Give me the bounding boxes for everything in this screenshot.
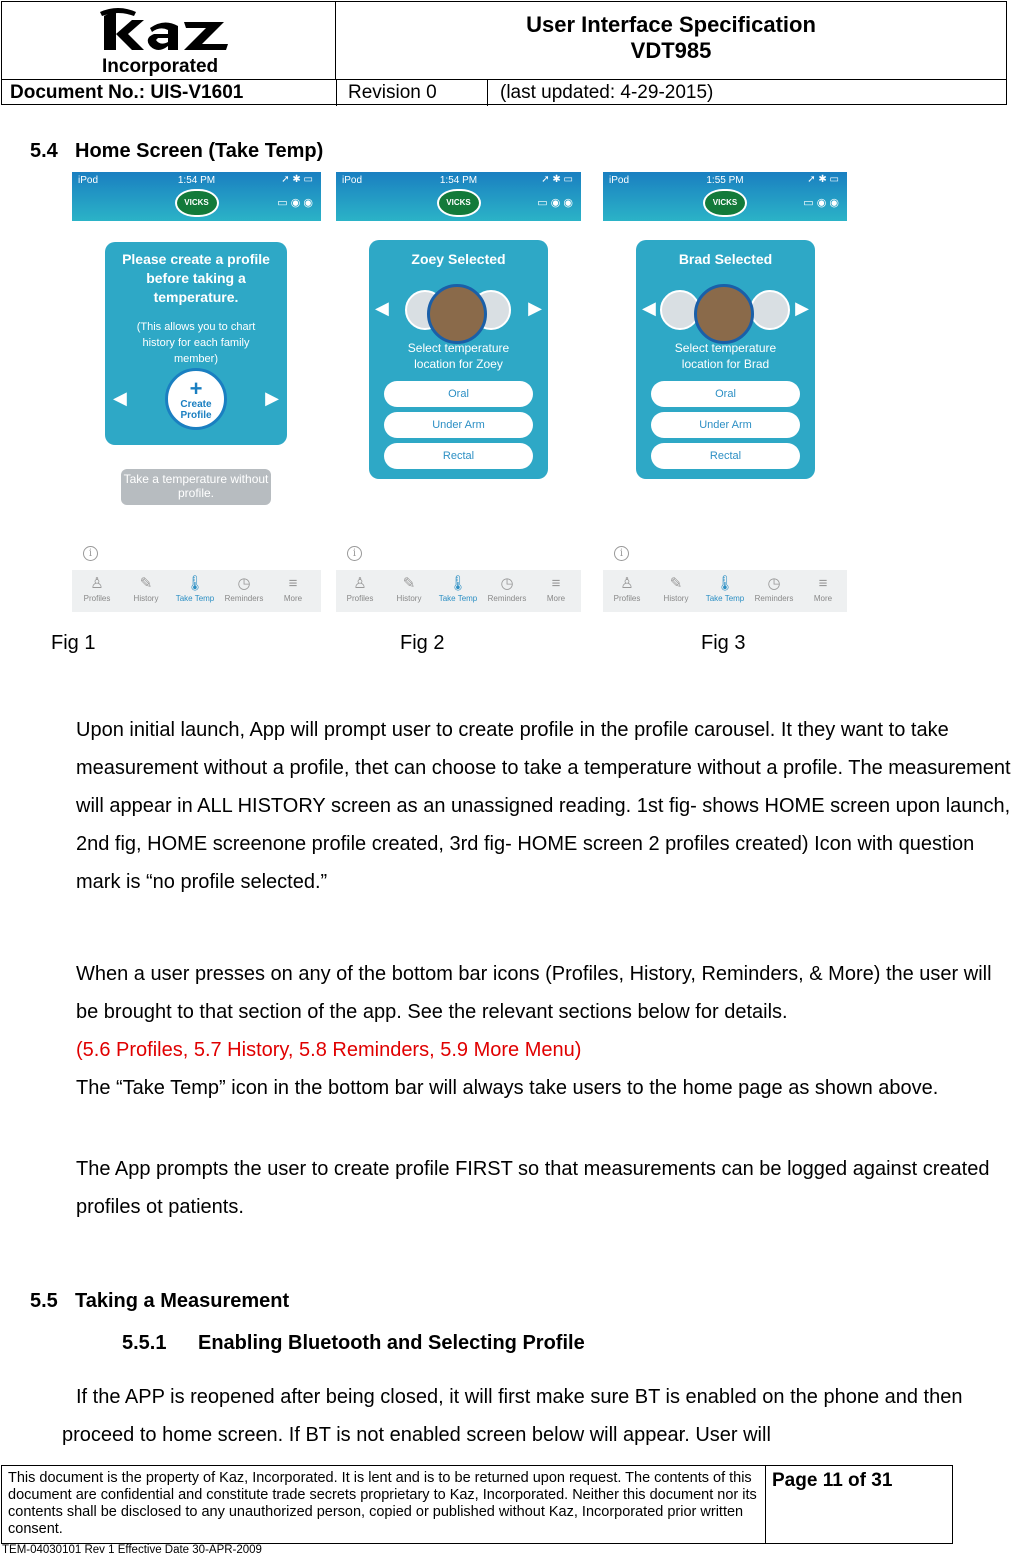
history-icon: ✎ [402, 575, 416, 592]
document-number: Document No.: UIS-V1601 [10, 82, 244, 103]
figure-label-2: Fig 2 [400, 632, 445, 654]
tab-label: Profiles [83, 594, 111, 603]
selected-profile-title: Zoey Selected [411, 251, 506, 267]
status-bar [72, 172, 321, 221]
vicks-logo: VICKS [437, 189, 481, 217]
tab-label: More [813, 594, 833, 603]
tab-bar [72, 570, 321, 612]
tab-more[interactable] [799, 574, 847, 603]
prompt-title: Please create a profile before taking a temperature. [122, 251, 270, 305]
phone-screenshot-fig3 [603, 172, 847, 612]
figure-label-3: Fig 3 [701, 632, 746, 654]
rectal-option[interactable]: Rectal [651, 443, 800, 469]
profile-select-card [636, 240, 815, 479]
prompt-subtitle: (This allows you to chart history for each family member) [136, 321, 256, 365]
revision: Revision 0 [336, 80, 488, 106]
document-header [1, 1, 1007, 105]
page-number: Page 11 of 31 [765, 1466, 952, 1543]
history-icon: ✎ [139, 575, 153, 592]
tab-label: More [283, 594, 303, 603]
tab-history[interactable] [652, 574, 700, 603]
tab-label: History [663, 594, 689, 603]
figure-label-1: Fig 1 [51, 632, 96, 654]
tab-label: Take Temp [175, 594, 215, 603]
section-title: Taking a Measurement [75, 1290, 290, 1312]
bluetooth-battery-icon: ➚ ✱ ▭ [541, 174, 573, 185]
create-profile-label: Create Profile [180, 399, 212, 421]
profile-carousel [636, 284, 815, 334]
zoey-avatar[interactable] [750, 290, 790, 330]
phone-screenshot-fig2 [336, 172, 581, 612]
carousel-next-icon[interactable]: ▶ [528, 298, 542, 318]
clock-icon: ◷ [500, 575, 514, 592]
tab-reminders[interactable] [220, 574, 268, 603]
profile-icon: ♙ [90, 575, 104, 592]
tab-take-temp[interactable] [171, 574, 219, 603]
oral-option[interactable]: Oral [384, 381, 533, 407]
menu-icon: ≡ [818, 575, 828, 592]
thermometer-icon: 🌡 [715, 575, 735, 592]
section-heading-5-5-1 [122, 1332, 585, 1355]
last-updated: (last updated: 4-29-2015) [500, 82, 714, 103]
thermometer-icon: 🌡 [448, 575, 468, 592]
carousel-prev-icon[interactable]: ◀ [642, 298, 656, 318]
template-reference: TEM-04030101 Rev 1 Effective Date 30-APR-2009 [2, 1544, 262, 1556]
zoey-avatar[interactable] [427, 284, 487, 344]
tab-label: Reminders [754, 594, 794, 603]
device-label: iPod [78, 175, 99, 186]
tab-history[interactable] [385, 574, 433, 603]
no-profile-button[interactable]: Take a temperature without profile. [121, 469, 271, 505]
tab-profiles[interactable] [73, 574, 121, 603]
vicks-logo: VICKS [703, 189, 747, 217]
tab-take-temp[interactable] [434, 574, 482, 603]
create-profile-button[interactable] [165, 368, 227, 430]
under-arm-option[interactable]: Under Arm [384, 412, 533, 438]
clock-icon: ◷ [237, 575, 251, 592]
tab-label: Reminders [224, 594, 264, 603]
tab-label: History [396, 594, 422, 603]
section-number: 5.4 [30, 140, 58, 162]
plus-icon: + [189, 376, 203, 401]
connection-icons: ▭ ◉ ◉ [537, 197, 573, 209]
paragraph-bottom-bar [76, 955, 1011, 1069]
connection-icons: ▭ ◉ ◉ [277, 197, 313, 209]
tab-label: History [133, 594, 159, 603]
status-time: 1:54 PM [177, 175, 216, 186]
selected-profile-title: Brad Selected [678, 251, 773, 267]
tab-label: Take Temp [438, 594, 478, 603]
carousel-prev-icon[interactable]: ◀ [375, 298, 389, 318]
tab-history[interactable] [122, 574, 170, 603]
tab-label: Profiles [613, 594, 641, 603]
document-footer [1, 1465, 953, 1544]
paragraph-take-temp: The “Take Temp” icon in the bottom bar will always take users to the home page as shown above. [76, 1077, 939, 1099]
tab-profiles[interactable] [603, 574, 651, 603]
vicks-logo: VICKS [175, 189, 219, 217]
tab-reminders[interactable] [750, 574, 798, 603]
header-info-row [2, 79, 1006, 105]
title-line-1: User Interface Specification [526, 12, 816, 37]
history-icon: ✎ [669, 575, 683, 592]
paragraph-launch: Upon initial launch, App will prompt user to create profile in the profile carousel. It they want to take measurement without a profile, thet can choose to take a temperature without a profile. The measurement will appear in ALL HISTORY screen as an unassigned reading. 1st fig- shows HOME screen upon launch, 2nd fig, HOME screenone profile created, 3rd fig- HOME screen 2 profiles created) Icon with question mark is “no profile selected.” [76, 719, 1011, 893]
tab-label: Profiles [346, 594, 374, 603]
tab-reminders[interactable] [483, 574, 531, 603]
tab-label: Take Temp [705, 594, 745, 603]
rectal-option[interactable]: Rectal [384, 443, 533, 469]
tab-more[interactable] [532, 574, 580, 603]
oral-option[interactable]: Oral [651, 381, 800, 407]
carousel-next-icon[interactable]: ▶ [795, 298, 809, 318]
paragraph-bluetooth: If the APP is reopened after being closed, it will first make sure BT is enabled on the phone and then proceed to home screen. If BT is not enabled screen below will appear. User will [62, 1386, 963, 1446]
location-prompt: Select temperature location for Zoey [407, 341, 510, 371]
location-prompt: Select temperature location for Brad [674, 341, 777, 371]
section-title: Home Screen (Take Temp) [75, 140, 324, 162]
status-bar [603, 172, 847, 221]
bluetooth-battery-icon: ➚ ✱ ▭ [281, 174, 313, 185]
tab-bar [603, 570, 847, 612]
section-references: (5.6 Profiles, 5.7 History, 5.8 Reminders, 5.9 More Menu) [76, 1039, 582, 1061]
tab-take-temp[interactable] [701, 574, 749, 603]
status-time: 1:54 PM [439, 175, 478, 186]
device-label: iPod [342, 175, 363, 186]
clock-icon: ◷ [767, 575, 781, 592]
status-time: 1:55 PM [706, 175, 744, 186]
connection-icons: ▭ ◉ ◉ [803, 197, 839, 209]
brad-avatar[interactable] [694, 284, 754, 344]
tab-more[interactable] [269, 574, 317, 603]
bluetooth-battery-icon: ➚ ✱ ▭ [807, 174, 839, 185]
profile-select-card [369, 240, 548, 479]
kaz-logo-icon [98, 6, 242, 58]
profile-icon: ♙ [353, 575, 367, 592]
section-title: Enabling Bluetooth and Selecting Profile [198, 1332, 585, 1354]
section-heading-5-4 [30, 140, 323, 163]
tab-label: Reminders [487, 594, 527, 603]
status-bar [336, 172, 581, 221]
section-number: 5.5 [30, 1290, 58, 1312]
tab-label: More [546, 594, 566, 603]
info-icon[interactable]: i [347, 546, 362, 561]
title-line-2: VDT985 [630, 38, 712, 63]
logo-cell [2, 2, 336, 79]
tab-profiles[interactable] [336, 574, 384, 603]
paragraph-profile-first: The App prompts the user to create profile FIRST so that measurements can be logged against created profiles ot patients. [76, 1158, 990, 1218]
carousel-next-icon[interactable]: ▶ [265, 388, 279, 408]
confidentiality-notice: This document is the property of Kaz, Incorporated. It is lent and is to be returned upon request. The contents of this document are confidential and constitute trade secrets proprietary to Kaz, Incorporated. Neither this document nor its contents shall be disclosed to any unauthorized person, copied or published without Kaz, Incorporated prior written consent. [8, 1470, 757, 1537]
under-arm-option[interactable]: Under Arm [651, 412, 800, 438]
menu-icon: ≡ [551, 575, 561, 592]
info-icon[interactable]: i [614, 546, 629, 561]
carousel-prev-icon[interactable]: ◀ [113, 388, 127, 408]
profile-prompt-card [105, 242, 287, 445]
profile-carousel [369, 284, 548, 334]
document-title [336, 2, 1006, 79]
menu-icon: ≡ [288, 575, 298, 592]
tab-bar [336, 570, 581, 612]
bottom-bar-text: When a user presses on any of the bottom bar icons (Profiles, History, Reminders, & More) the user will be brought to that section of the app. See the relevant sections below for details. [76, 963, 992, 1023]
device-label: iPod [609, 175, 630, 186]
info-icon[interactable]: i [83, 546, 98, 561]
section-number: 5.5.1 [122, 1332, 167, 1354]
phone-screenshot-fig1 [72, 172, 321, 612]
company-name: Incorporated [102, 56, 219, 77]
section-heading-5-5 [30, 1290, 289, 1313]
thermometer-icon: 🌡 [185, 575, 205, 592]
profile-icon: ♙ [620, 575, 634, 592]
